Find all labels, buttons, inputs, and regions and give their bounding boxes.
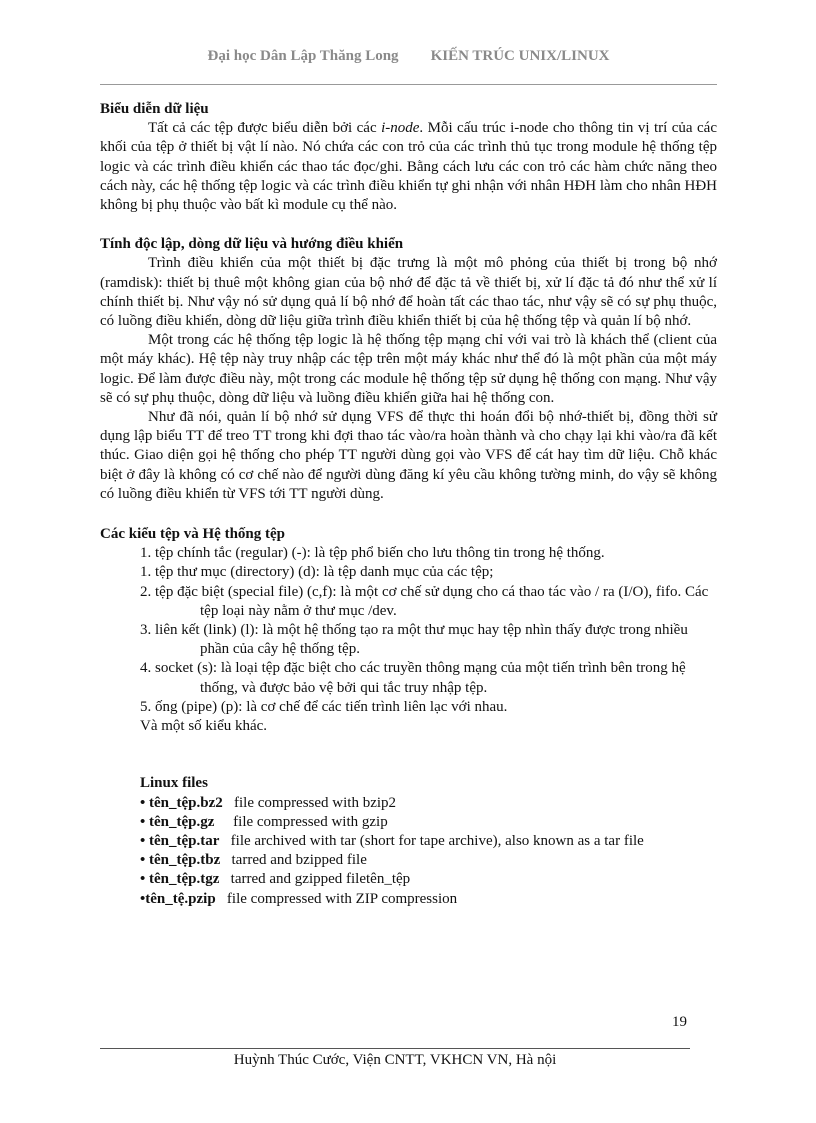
paragraph-text: Tất cả các tệp được biểu diễn bởi các (148, 120, 382, 137)
file-type-list (100, 544, 717, 736)
paragraph-text: . Mỗi cấu trúc i-node cho thông tin vị trí của các khối của tệp ở thiết bị vật lí nào. Nó chứa các con trỏ của các trình thủ tục trong module hệ thống tệp logic và các trình điều khiển các thao tác đọc/ghi. Bằng cách lưu các con trỏ các hàm chức năng theo cách này, các hệ thống tệp logic và các trình điều khiển tự ghi nhận với nhân HĐH làm cho nhân HĐH không bị phụ thuộc vào bất kì module cụ thể nào. (100, 120, 717, 214)
file-name: • tên_tệp.bz2 (140, 794, 223, 811)
file-name: • tên_tệp.tar (140, 832, 220, 849)
linux-file-entry (140, 890, 717, 909)
inode-term: i-node (381, 120, 420, 137)
list-item: 1. tệp thư mục (directory) (d): là tệp danh mục của các tệp; (140, 564, 494, 581)
page-body (100, 100, 717, 909)
linux-file-entry (140, 851, 717, 870)
list-closing: Và một số kiểu khác. (140, 718, 268, 735)
linux-file-entry (140, 813, 717, 832)
list-item: 4. socket (s): là loại tệp đặc biệt cho các truyền thông mạng của một tiến trình bên trong hệ thống, và được bảo vệ bởi qui tắc truy nhập tệp. (140, 660, 686, 696)
file-desc: file archived with tar (short for tape archive), also known as a tar file (230, 832, 644, 849)
linux-file-entry (140, 794, 717, 813)
footer-rule (100, 1048, 690, 1049)
paragraph (100, 119, 717, 215)
file-name: •tên_tệ.pzip (140, 890, 216, 907)
linux-file-entry (140, 832, 717, 851)
paragraph: Trình điều khiển của một thiết bị đặc trưng là một mô phỏng của thiết bị trong bộ nhớ (ramdisk): thiết bị thuê một không gian của bộ nhớ để đặc tả về thiết bị, xử lí đặc tả đó như thể xử lí chính thiết bị. Như vậy nó sử dụng quả lí bộ nhớ để hoàn tất các thao tác, như vậy sẽ có sự phụ thuộc, có luồng điều khiển, dòng dữ liệu giữa trình điều khiển thiết bị của hệ thống tệp và quản lí bộ nhớ. (100, 255, 717, 330)
file-name: • tên_tệp.tbz (140, 852, 221, 869)
file-desc: file compressed with ZIP compression (226, 890, 458, 907)
page-footer: Huỳnh Thúc Cước, Viện CNTT, VKHCN VN, Hà nội (233, 1052, 557, 1068)
section-title-file-types: Các kiểu tệp và Hệ thống tệp (100, 526, 285, 543)
header-rule (100, 84, 717, 85)
linux-files-block (100, 774, 717, 908)
linux-file-entry (140, 870, 717, 889)
page-header (100, 48, 717, 65)
header-course: KIẾN TRÚC UNIX/LINUX (430, 48, 610, 64)
file-desc: tarred and gzipped filetên_tệp (230, 871, 411, 888)
file-name: • tên_tệp.tgz (140, 871, 220, 888)
file-desc: file compressed with gzip (233, 813, 388, 830)
linux-files-title: Linux files (140, 775, 208, 792)
paragraph: Như đã nói, quản lí bộ nhớ sử dụng VFS để thực thi hoán đổi bộ nhớ-thiết bị, đồng thời sử dụng lập biểu TT để treo TT trong khi đợi thao tác vào/ra hoàn thành và cho chạy lại khi vào/ra đã kết thúc. Giao diện gọi hệ thống cho phép TT người dùng gọi vào VFS để cát hay tìm dữ liệu. Chỗ khác biệt ở đây là không có cơ chế nào để người dùng đăng kí yêu cầu không tường minh, do vậy sẽ không có luồng điều khiển từ VFS tới TT người dùng. (100, 409, 717, 502)
list-item: 2. tệp đặc biệt (special file) (c,f): là một cơ chế sử dụng cho cá thao tác vào / ra (I/O), fifo. Các tệp loại này nằm ở thư mục /dev. (140, 583, 709, 619)
list-item: 3. liên kết (link) (l): là một hệ thống tạo ra một thư mục hay tệp nhìn thấy được trong nhiều phần của cây hệ thống tệp. (140, 622, 688, 658)
paragraph: Một trong các hệ thống tệp logic là hệ thống tệp mạng chỉ với vai trò là khách thể (client của một máy khác). Hệ tệp này truy nhập các tệp trên một máy khác như thể đó là một phần của một máy logic. Để làm được điều này, một trong các module hệ thống tệp sử dụng hệ thống con mạng. Như vậy sẽ có sự phụ thuộc, dòng dữ liệu và luồng điều khiển giữa hai hệ thống con. (100, 332, 717, 406)
list-item: 1. tệp chính tắc (regular) (-): là tệp phổ biến cho lưu thông tin trong hệ thống. (140, 545, 605, 562)
section-title-data-representation: Biểu diễn dữ liệu (100, 101, 209, 117)
list-item: 5. ống (pipe) (p): là cơ chế để các tiến trình liên lạc với nhau. (140, 698, 508, 715)
page-number: 19 (672, 1014, 687, 1030)
file-name: • tên_tệp.gz (140, 813, 215, 830)
header-university: Đại học Dân Lập Thăng Long (207, 48, 399, 64)
file-desc: tarred and bzipped file (231, 852, 367, 869)
section-title-independence: Tính độc lập, dòng dữ liệu và hướng điều khiển (100, 236, 404, 253)
file-desc: file compressed with bzip2 (234, 794, 397, 811)
